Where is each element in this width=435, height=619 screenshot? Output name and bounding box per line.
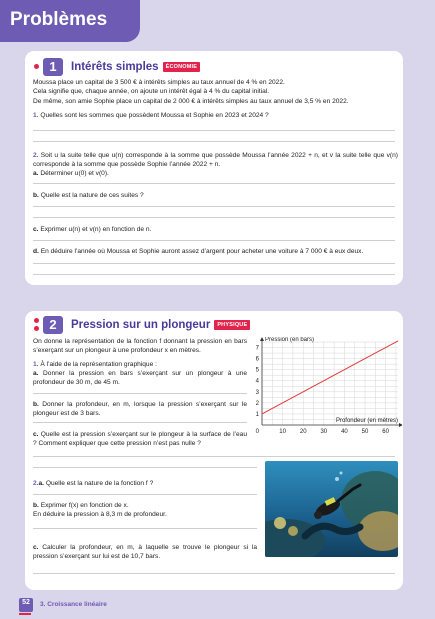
question-text: À l’aide de la représentation graphique : bbox=[40, 361, 157, 368]
question-1 bbox=[33, 111, 398, 120]
exercise-number: 2 bbox=[43, 316, 63, 334]
answer-line bbox=[33, 206, 395, 207]
answer-line bbox=[33, 393, 247, 394]
question-text: Quelles sont les sommes que possèdent Moussa et Sophie en 2023 et 2024 ? bbox=[40, 112, 269, 119]
answer-line bbox=[33, 141, 395, 142]
question-2a bbox=[33, 169, 398, 178]
exercise-title: Pression sur un plongeur bbox=[71, 319, 211, 331]
intro-line: Moussa place un capital de 3 500 € à intérêts simples au taux annuel de 4 % en 2022. bbox=[33, 79, 285, 86]
exercise-1-header bbox=[33, 56, 200, 78]
y-tick-label: 5 bbox=[255, 367, 259, 374]
question-text: Soit u la suite telle que u(n) corresponde à la somme que possède Moussa l’année 2022 + n, et v la suite telle que v(n) corresponde à la somme que possède Sophie l’année 2022 + n. bbox=[33, 152, 398, 169]
page-number: 52 bbox=[22, 599, 30, 606]
answer-line bbox=[33, 240, 395, 241]
subject-tag: PHYSIQUE bbox=[214, 320, 250, 330]
subquestion-text: Donner la profondeur, en m, lorsque la pression s’exerçant sur le plongeur est de 3 bars. bbox=[33, 401, 248, 418]
question-1a bbox=[33, 369, 247, 388]
answer-line bbox=[33, 494, 257, 495]
subquestion-label: c. bbox=[33, 226, 39, 233]
difficulty-dots bbox=[33, 56, 41, 78]
question-2b bbox=[33, 191, 398, 200]
answer-line bbox=[33, 456, 395, 457]
subquestion-text: Quelle est la pression s’exerçant sur le plongeur à la surface de l’eau ? Comment expliquer que cette pression n’est pas nulle ? bbox=[33, 431, 247, 448]
question-2c bbox=[33, 543, 257, 562]
y-axis-label: Pression (en bars) bbox=[265, 337, 315, 343]
subquestion-label: b. bbox=[33, 502, 39, 509]
page-title: Problèmes bbox=[10, 9, 108, 30]
y-axis-arrow bbox=[260, 337, 264, 341]
subquestion-label: b. bbox=[33, 401, 39, 408]
exercise-1-intro bbox=[33, 78, 398, 106]
subquestion-label: b. bbox=[33, 192, 39, 199]
answer-line bbox=[33, 274, 395, 275]
y-tick-label: 1 bbox=[255, 411, 259, 418]
answer-line bbox=[33, 263, 395, 264]
x-axis-arrow bbox=[399, 423, 402, 427]
difficulty-dot bbox=[34, 326, 39, 331]
question-1c bbox=[33, 430, 247, 449]
subquestion-label: d. bbox=[33, 248, 39, 255]
subject-tag: ÉCONOMIE bbox=[163, 62, 201, 72]
y-tick-label: 4 bbox=[255, 378, 259, 385]
x-tick-label: 60 bbox=[382, 429, 389, 435]
answer-line bbox=[33, 573, 395, 574]
subquestion-text: En déduire l’année où Moussa et Sophie auront assez d’argent pour acheter une voiture à 7 000 € à eux deux. bbox=[40, 248, 364, 255]
subquestion-label: a. bbox=[33, 370, 39, 377]
y-tick-label: 7 bbox=[255, 345, 259, 352]
subquestion-label: a. bbox=[38, 480, 44, 487]
question-2a bbox=[33, 479, 253, 488]
answer-line bbox=[33, 130, 395, 131]
subquestion-text: Donner la pression en bars s’exerçant sur un plongeur à une profondeur de 30 m, de 45 m. bbox=[33, 370, 247, 387]
question-number: 2. bbox=[33, 152, 39, 159]
subquestion-text: Exprimer f(x) en fonction de x. bbox=[40, 502, 129, 509]
subquestion-text: Quelle est la nature de la fonction f ? bbox=[45, 480, 154, 487]
chapter-label: 3. Croissance linéaire bbox=[40, 601, 107, 608]
subquestion-text: Exprimer u(n) et v(n) en fonction de n. bbox=[40, 226, 152, 233]
y-tick-label: 2 bbox=[255, 400, 259, 407]
exercise-2-intro: On donne la représentation de la fonction f donnant la pression en bars s’exerçant sur un plongeur à une profondeur x en mètres. bbox=[33, 338, 247, 355]
subquestion-text: Quelle est la nature de ces suites ? bbox=[40, 192, 144, 199]
question-2d bbox=[33, 247, 398, 256]
intro-line: Cela signifie que, chaque année, on ajoute un intérêt égal à 4 % du capital initial. bbox=[33, 88, 270, 96]
x-tick-label: 10 bbox=[279, 429, 286, 435]
question-2b bbox=[33, 501, 257, 520]
diver-illustration bbox=[265, 461, 398, 557]
answer-line bbox=[33, 467, 257, 468]
x-tick-label: 30 bbox=[320, 429, 328, 435]
y-tick-label: 3 bbox=[255, 389, 259, 396]
difficulty-dot bbox=[34, 318, 39, 323]
x-axis-label: Profondeur (en mètres) bbox=[335, 418, 398, 424]
subquestion-text: Déterminer u(0) et v(0). bbox=[40, 170, 109, 177]
question-number: 2. bbox=[33, 480, 39, 487]
subquestion-label: a. bbox=[33, 170, 39, 177]
exercise-number: 1 bbox=[43, 58, 63, 76]
question-2c bbox=[33, 225, 398, 234]
pressure-chart bbox=[252, 337, 402, 437]
answer-line bbox=[33, 217, 395, 218]
x-tick-label: 50 bbox=[361, 429, 369, 435]
diver-photo bbox=[265, 461, 398, 557]
subquestion-label: c. bbox=[33, 544, 39, 551]
exercise-title: Intérêts simples bbox=[71, 61, 159, 73]
x-tick-label: 20 bbox=[299, 429, 307, 435]
question-number: 1. bbox=[33, 112, 39, 119]
answer-line bbox=[33, 183, 395, 184]
difficulty-dot bbox=[34, 64, 39, 69]
subquestion-label: c. bbox=[33, 431, 39, 438]
origin-label: 0 bbox=[255, 429, 259, 435]
y-tick-label: 6 bbox=[255, 356, 259, 363]
question-2 bbox=[33, 151, 398, 170]
question-1b bbox=[33, 400, 247, 419]
question-number: 1. bbox=[33, 361, 39, 368]
question-1 bbox=[33, 360, 247, 369]
answer-line bbox=[33, 422, 247, 423]
subquestion-text: En déduire la pression à 8,3 m de profondeur. bbox=[33, 511, 167, 519]
subquestion-text: Calculer la profondeur, en m, à laquelle se trouve le plongeur si la pression s’exerçant sur lui est de 10,7 bars. bbox=[33, 544, 257, 561]
difficulty-dots bbox=[33, 314, 41, 336]
footer-accent bbox=[19, 613, 31, 615]
exercise-2-header bbox=[33, 314, 250, 336]
intro-line: De même, son amie Sophie place un capital de 2 000 € à intérêts simples au taux annuel de 3,5 % en 2022. bbox=[33, 97, 349, 105]
x-tick-label: 40 bbox=[341, 429, 348, 435]
answer-line bbox=[33, 528, 257, 529]
